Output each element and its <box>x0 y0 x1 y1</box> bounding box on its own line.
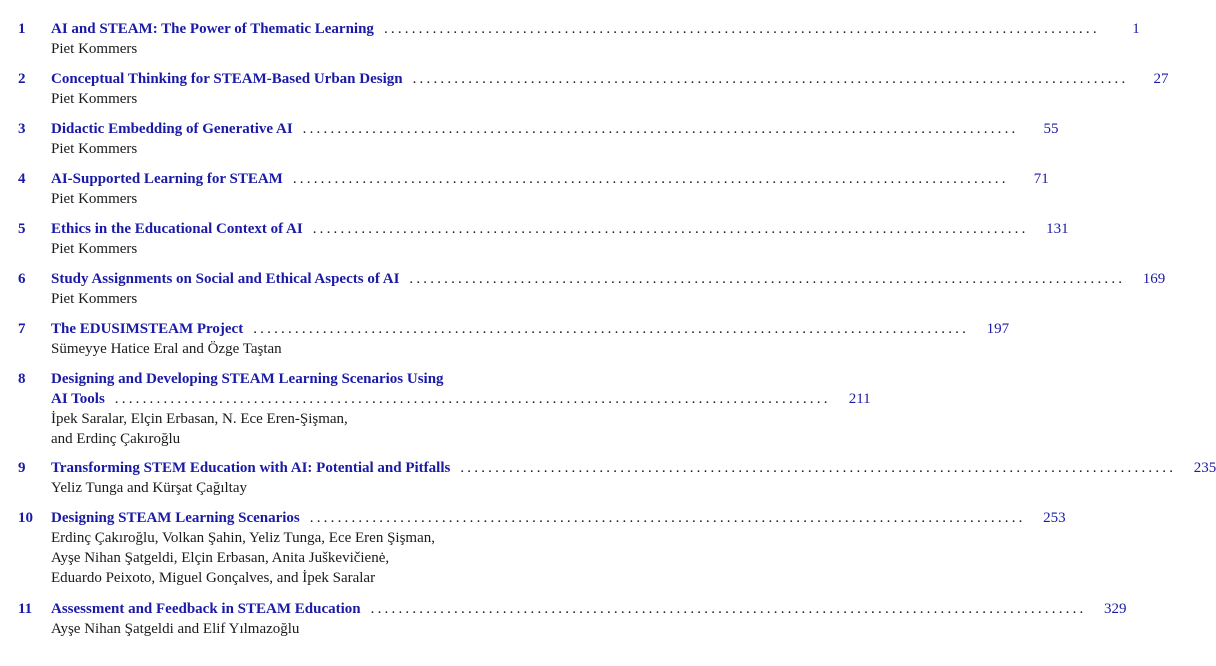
dot-leader: ....................................................................................................... <box>309 510 1026 526</box>
dot-leader: ....................................................................................................... <box>302 121 1019 137</box>
chapter-number: 10 <box>18 510 33 526</box>
chapter-number: 3 <box>18 121 26 137</box>
chapter-authors: and Erdinç Çakıroğlu <box>51 431 181 447</box>
chapter-number: 7 <box>18 321 26 337</box>
chapter-number: 4 <box>18 171 26 187</box>
chapter-title-link[interactable]: Designing STEAM Learning Scenarios <box>51 510 300 526</box>
chapter-number: 6 <box>18 271 26 287</box>
chapter-authors: Ayşe Nihan Şatgeldi and Elif Yılmazoğlu <box>51 621 300 637</box>
chapter-authors: Piet Kommers <box>51 291 138 307</box>
chapter-authors: Ayşe Nihan Şatgeldi, Elçin Erbasan, Anita Juškevičienė, <box>51 550 390 566</box>
chapter-title-link[interactable]: Assessment and Feedback in STEAM Education <box>51 601 361 617</box>
chapter-number: 1 <box>18 21 26 37</box>
dot-leader: ....................................................................................................... <box>370 601 1087 617</box>
dot-leader: ....................................................................................................... <box>312 221 1029 237</box>
dot-leader: ....................................................................................................... <box>409 271 1126 287</box>
chapter-authors: Piet Kommers <box>51 141 138 157</box>
page-number-link[interactable]: 1 <box>1132 21 1140 37</box>
page-number-link[interactable]: 253 <box>1043 510 1066 526</box>
chapter-authors: Erdinç Çakıroğlu, Volkan Şahin, Yeliz Tunga, Ece Eren Şişman, <box>51 530 436 546</box>
chapter-title-link[interactable]: The EDUSIMSTEAM Project <box>51 321 244 337</box>
page-number-link[interactable]: 169 <box>1142 271 1166 287</box>
chapter-authors: İpek Saralar, Elçin Erbasan, N. Ece Eren-Şişman, <box>51 411 348 427</box>
chapter-number: 9 <box>18 460 26 476</box>
dot-leader: ....................................................................................................... <box>114 391 831 407</box>
page-number-link[interactable]: 131 <box>1046 221 1069 237</box>
chapter-title-link[interactable]: Didactic Embedding of Generative AI <box>51 121 293 137</box>
chapter-authors: Piet Kommers <box>51 41 138 57</box>
chapter-title-link[interactable]: AI-Supported Learning for STEAM <box>51 171 283 187</box>
chapter-title-link-continued[interactable]: AI Tools <box>51 391 105 407</box>
chapter-authors: Yeliz Tunga and Kürşat Çağıltay <box>51 480 247 496</box>
page-number-link[interactable]: 27 <box>1153 71 1169 87</box>
chapter-number: 8 <box>18 371 26 387</box>
chapter-authors: Sümeyye Hatice Eral and Özge Taştan <box>51 341 282 357</box>
page-number-link[interactable]: 55 <box>1043 121 1059 137</box>
page-number-link[interactable]: 235 <box>1193 460 1216 476</box>
chapter-title-link[interactable]: Transforming STEM Education with AI: Potential and Pitfalls <box>51 460 451 476</box>
page-number-link[interactable]: 211 <box>848 391 871 407</box>
chapter-number: 11 <box>18 601 33 617</box>
chapter-title-link[interactable]: Conceptual Thinking for STEAM-Based Urban Design <box>51 71 403 87</box>
chapter-authors: Piet Kommers <box>51 241 138 257</box>
dot-leader: ....................................................................................................... <box>292 171 1009 187</box>
chapter-number: 5 <box>18 221 26 237</box>
chapter-title-link[interactable]: Ethics in the Educational Context of AI <box>51 221 303 237</box>
chapter-title-link[interactable]: Designing and Developing STEAM Learning Scenarios Using <box>51 371 444 387</box>
dot-leader: ....................................................................................................... <box>460 460 1177 476</box>
dot-leader: ....................................................................................................... <box>383 21 1100 37</box>
page-number-link[interactable]: 197 <box>986 321 1010 337</box>
chapter-title-link[interactable]: AI and STEAM: The Power of Thematic Learning <box>51 21 374 37</box>
chapter-number: 2 <box>18 71 26 87</box>
chapter-authors: Piet Kommers <box>51 91 138 107</box>
page-number-link[interactable]: 329 <box>1104 601 1127 617</box>
dot-leader: ....................................................................................................... <box>412 71 1129 87</box>
page-number-link[interactable]: 71 <box>1033 171 1049 187</box>
chapter-authors: Piet Kommers <box>51 191 138 207</box>
chapter-title-link[interactable]: Study Assignments on Social and Ethical Aspects of AI <box>51 271 400 287</box>
dot-leader: ....................................................................................................... <box>253 321 970 337</box>
chapter-authors: Eduardo Peixoto, Miguel Gonçalves, and İpek Saralar <box>51 570 376 586</box>
